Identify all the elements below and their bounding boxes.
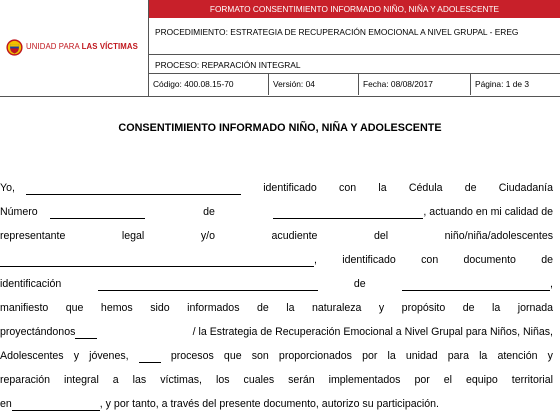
logo-text: UNIDAD PARA LAS VÍCTIMAS [26, 42, 138, 51]
body-line: Yo, identificado con la Cédula de Ciudadanía [0, 182, 553, 194]
process-text: PROCESO: REPARACIÓN INTEGRAL [155, 60, 301, 70]
body-line: Número de , actuando en mi calidad de [0, 206, 553, 218]
document-title: CONSENTIMIENTO INFORMADO NIÑO, NIÑA Y ADOLESCENTE [118, 122, 442, 134]
body-line: en , y por tanto, a través del presente documento, autorizo su participación. [0, 398, 439, 410]
body-line: Adolescentes y jóvenes, procesos que son proporcionados por la unidad para la atención y [0, 350, 553, 362]
body-line: proyectándonos / la Estrategia de Recuperación Emocional a Nivel Grupal para Niños, Niñas, [0, 326, 553, 338]
code-cell: Código: 400.08.15-70 [149, 74, 269, 95]
body-line: representante legal y/o acudiente del niño/niña/adolescentes [0, 230, 554, 242]
version-cell: Versión: 04 [269, 74, 359, 95]
body-line: reparación integral a las víctimas, los cuales serán implementados por el equipo territorial [0, 374, 553, 386]
logo-cell [0, 0, 149, 96]
meta-row [149, 74, 560, 95]
body-line: , identificado con documento de [0, 253, 553, 267]
id-number-blank[interactable] [50, 207, 145, 219]
header-info [149, 0, 560, 96]
procedure-cell [149, 18, 560, 55]
minor-id-blank[interactable] [98, 279, 318, 291]
issued-in-blank[interactable] [273, 207, 423, 219]
document-header [0, 0, 560, 97]
format-title: FORMATO CONSENTIMIENTO INFORMADO NIÑO, NIÑA Y ADOLESCENTE [149, 0, 560, 18]
short-blank[interactable] [75, 327, 97, 339]
procedure-text: PROCEDIMIENTO: ESTRATEGIA DE RECUPERACIÓN EMOCIONAL A NIVEL GRUPAL - EREG [155, 27, 519, 37]
process-cell [149, 55, 560, 74]
minor-id-place-blank[interactable] [402, 279, 550, 291]
body-line: identificación de , [0, 278, 553, 290]
date-cell: Fecha: 08/08/2017 [359, 74, 471, 95]
minor-name-blank[interactable] [0, 255, 314, 267]
name-blank[interactable] [26, 183, 241, 195]
coat-of-arms-icon [6, 39, 23, 56]
page-number-cell: Página: 1 de 3 [475, 79, 530, 89]
territory-blank[interactable] [12, 399, 100, 411]
body-line: manifiesto que hemos sido informados de la naturaleza y propósito de la jornada [0, 302, 554, 314]
short-blank[interactable] [139, 351, 161, 363]
